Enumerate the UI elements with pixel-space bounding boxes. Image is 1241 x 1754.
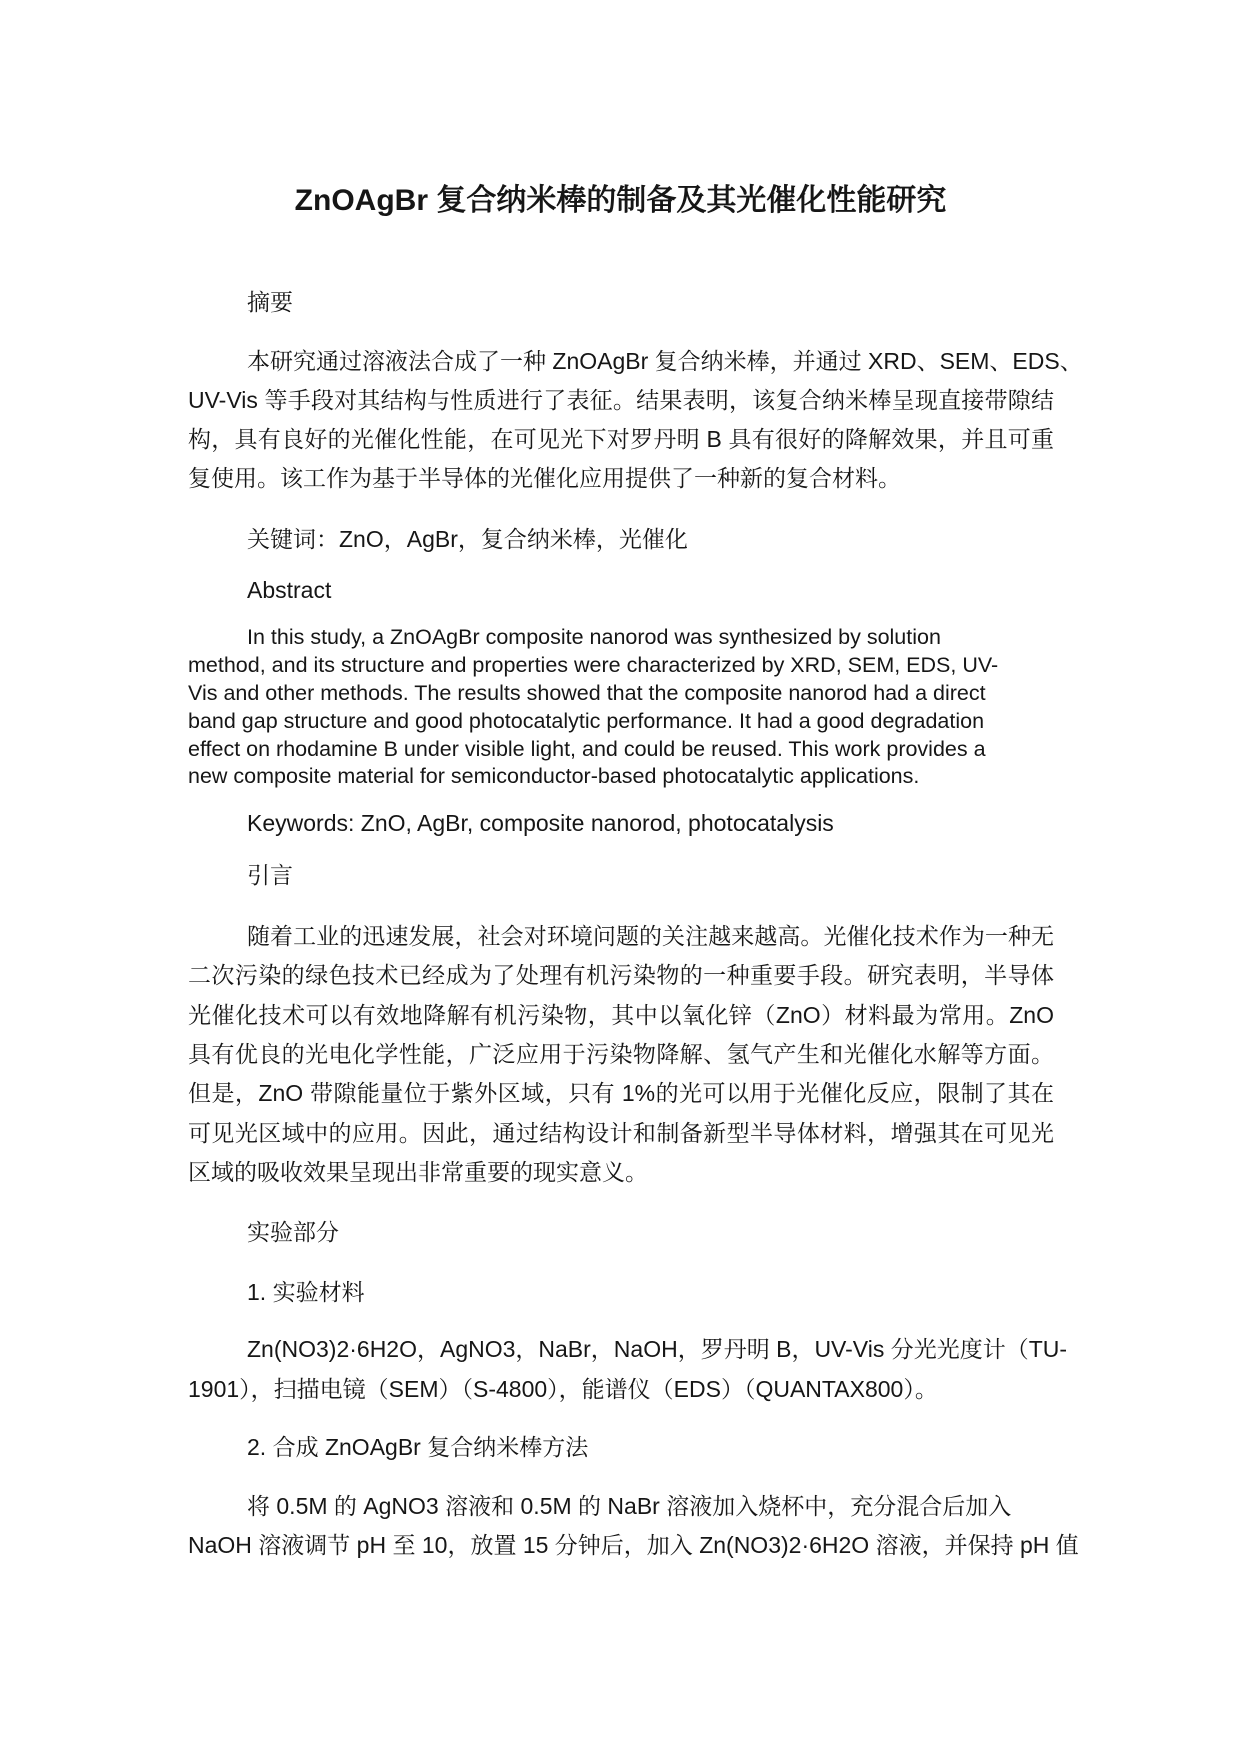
abstract-en-line: method, and its structure and properties were characterized by XRD, SEM, EDS, UV- — [188, 653, 999, 677]
abstract-cn-line: 本研究通过溶液法合成了一种 ZnOAgBr 复合纳米棒，并通过 XRD、SEM、EDS、 — [247, 348, 1083, 374]
abstract-en-heading: Abstract — [247, 577, 332, 603]
abstract-en-line: effect on rhodamine B under visible light, and could be reused. This work provides a — [188, 737, 986, 761]
keywords-en: Keywords: ZnO, AgBr, composite nanorod, photocatalysis — [247, 810, 834, 836]
abstract-en-line: new composite material for semiconductor-based photocatalytic applications. — [188, 764, 920, 788]
intro-line: 但是，ZnO 带隙能量位于紫外区域，只有 1%的光可以用于光催化反应，限制了其在 — [188, 1080, 1054, 1106]
intro-line: 二次污染的绿色技术已经成为了处理有机污染物的一种重要手段。研究表明，半导体 — [188, 962, 1054, 988]
materials-line: Zn(NO3)2·6H2O，AgNO3，NaBr，NaOH，罗丹明 B，UV-Vis 分光光度计（TU- — [247, 1336, 1068, 1362]
keywords-cn: 关键词：ZnO，AgBr，复合纳米棒，光催化 — [247, 526, 688, 552]
abstract-en-line: band gap structure and good photocatalytic performance. It had a good degradation — [188, 709, 985, 733]
materials-heading: 1. 实验材料 — [247, 1279, 365, 1305]
abstract-en-line: In this study, a ZnOAgBr composite nanorod was synthesized by solution — [247, 625, 941, 649]
intro-heading: 引言 — [247, 862, 293, 888]
intro-line: 区域的吸收效果呈现出非常重要的现实意义。 — [188, 1159, 648, 1185]
intro-line: 随着工业的迅速发展，社会对环境问题的关注越来越高。光催化技术作为一种无 — [247, 923, 1054, 949]
materials-line: 1901），扫描电镜（SEM）（S-4800），能谱仪（EDS）（QUANTAX800）。 — [188, 1376, 938, 1402]
synthesis-line: 将 0.5M 的 AgNO3 溶液和 0.5M 的 NaBr 溶液加入烧杯中，充分混合后加入 — [247, 1493, 1012, 1519]
synthesis-line: NaOH 溶液调节 pH 至 10，放置 15 分钟后，加入 Zn(NO3)2·6H2O 溶液，并保持 pH 值 — [188, 1532, 1079, 1558]
abstract-cn-line: 复使用。该工作为基于半导体的光催化应用提供了一种新的复合材料。 — [188, 465, 901, 491]
abstract-cn-line: UV-Vis 等手段对其结构与性质进行了表征。结果表明，该复合纳米棒呈现直接带隙结 — [188, 387, 1054, 413]
synthesis-heading: 2. 合成 ZnOAgBr 复合纳米棒方法 — [247, 1434, 589, 1460]
intro-line: 可见光区域中的应用。因此，通过结构设计和制备新型半导体材料，增强其在可见光 — [188, 1120, 1054, 1146]
abstract-cn-heading: 摘要 — [247, 289, 293, 315]
paper-title: ZnOAgBr 复合纳米棒的制备及其光催化性能研究 — [294, 184, 947, 217]
abstract-en-line: Vis and other methods. The results showed that the composite nanorod had a direct — [188, 681, 986, 705]
intro-line: 光催化技术可以有效地降解有机污染物，其中以氧化锌（ZnO）材料最为常用。ZnO — [188, 1002, 1054, 1028]
experimental-heading: 实验部分 — [247, 1219, 339, 1245]
intro-line: 具有优良的光电化学性能，广泛应用于污染物降解、氢气产生和光催化水解等方面。 — [188, 1041, 1054, 1067]
abstract-cn-line: 构，具有良好的光催化性能，在可见光下对罗丹明 B 具有很好的降解效果，并且可重 — [188, 426, 1054, 452]
